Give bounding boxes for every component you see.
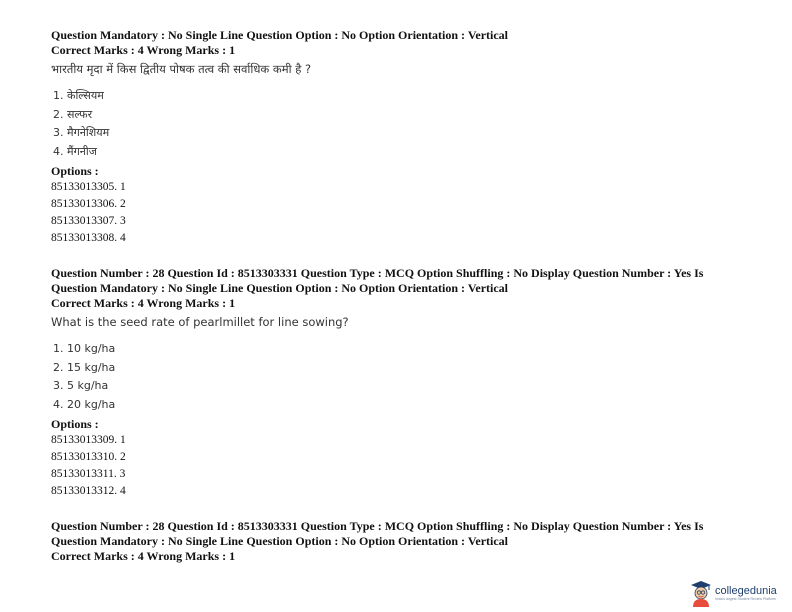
option-id: 85133013307. 3: [51, 215, 126, 227]
block-spacer: [51, 247, 756, 266]
choice-item: 2. सल्फर: [53, 107, 93, 121]
options-label: Options :: [51, 417, 99, 431]
question-meta-line: Question Number : 28 Question Id : 8513303331 Question Type : MCQ Option Shuffling : No Display Question Number : Yes Is: [51, 519, 704, 533]
choice-item: 1. केल्सियम: [53, 89, 104, 102]
choice-list: [51, 340, 756, 414]
logo-text-group: [712, 585, 777, 602]
choice-item: 3. मैगनेशियम: [53, 126, 110, 139]
choice-item: 4. 20 kg/ha: [53, 397, 116, 411]
question-text: What is the seed rate of pearlmillet for line sowing?: [51, 315, 349, 329]
option-id: 85133013308. 4: [51, 232, 126, 244]
marks-line: Correct Marks : 4 Wrong Marks : 1: [51, 43, 236, 57]
choice-item: 2. 15 kg/ha: [53, 360, 116, 374]
brand-tagline: India's largest Student Review Platform: [715, 596, 776, 601]
option-id: 85133013309. 1: [51, 434, 126, 446]
choice-item: 4. मैंगनीज: [53, 144, 97, 158]
question-block-3: [51, 519, 756, 564]
collegedunia-watermark: [690, 577, 777, 609]
marks-line: Correct Marks : 4 Wrong Marks : 1: [51, 549, 236, 563]
question-block-1: [51, 28, 756, 247]
marks-line: Correct Marks : 4 Wrong Marks : 1: [51, 296, 236, 310]
question-meta-line: Question Mandatory : No Single Line Question Option : No Option Orientation : Vertical: [51, 534, 509, 548]
options-label: Options :: [51, 164, 99, 178]
question-text: भारतीय मृदा में किस द्वितीय पोषक तत्व की सर्वाधिक कमी है ?: [51, 62, 312, 76]
question-meta-line: Question Mandatory : No Single Line Question Option : No Option Orientation : Vertical: [51, 281, 509, 295]
question-paper: [51, 28, 756, 564]
graduate-mascot-icon: [690, 579, 712, 607]
choice-item: 3. 5 kg/ha: [53, 379, 109, 392]
block-spacer: [51, 500, 756, 519]
choice-item: 1. 10 kg/ha: [53, 342, 116, 355]
option-id: 85133013306. 2: [51, 198, 126, 210]
option-id: 85133013310. 2: [51, 451, 126, 463]
option-id: 85133013305. 1: [51, 181, 126, 193]
option-id: 85133013312. 4: [51, 485, 126, 497]
question-block-2: [51, 266, 756, 500]
question-meta-line: Question Mandatory : No Single Line Question Option : No Option Orientation : Vertical: [51, 28, 509, 42]
question-meta-line: Question Number : 28 Question Id : 8513303331 Question Type : MCQ Option Shuffling : No Display Question Number : Yes Is: [51, 266, 704, 280]
option-id: 85133013311. 3: [51, 468, 126, 480]
brand-name: collegedunia: [715, 584, 777, 597]
choice-list: [51, 87, 756, 161]
